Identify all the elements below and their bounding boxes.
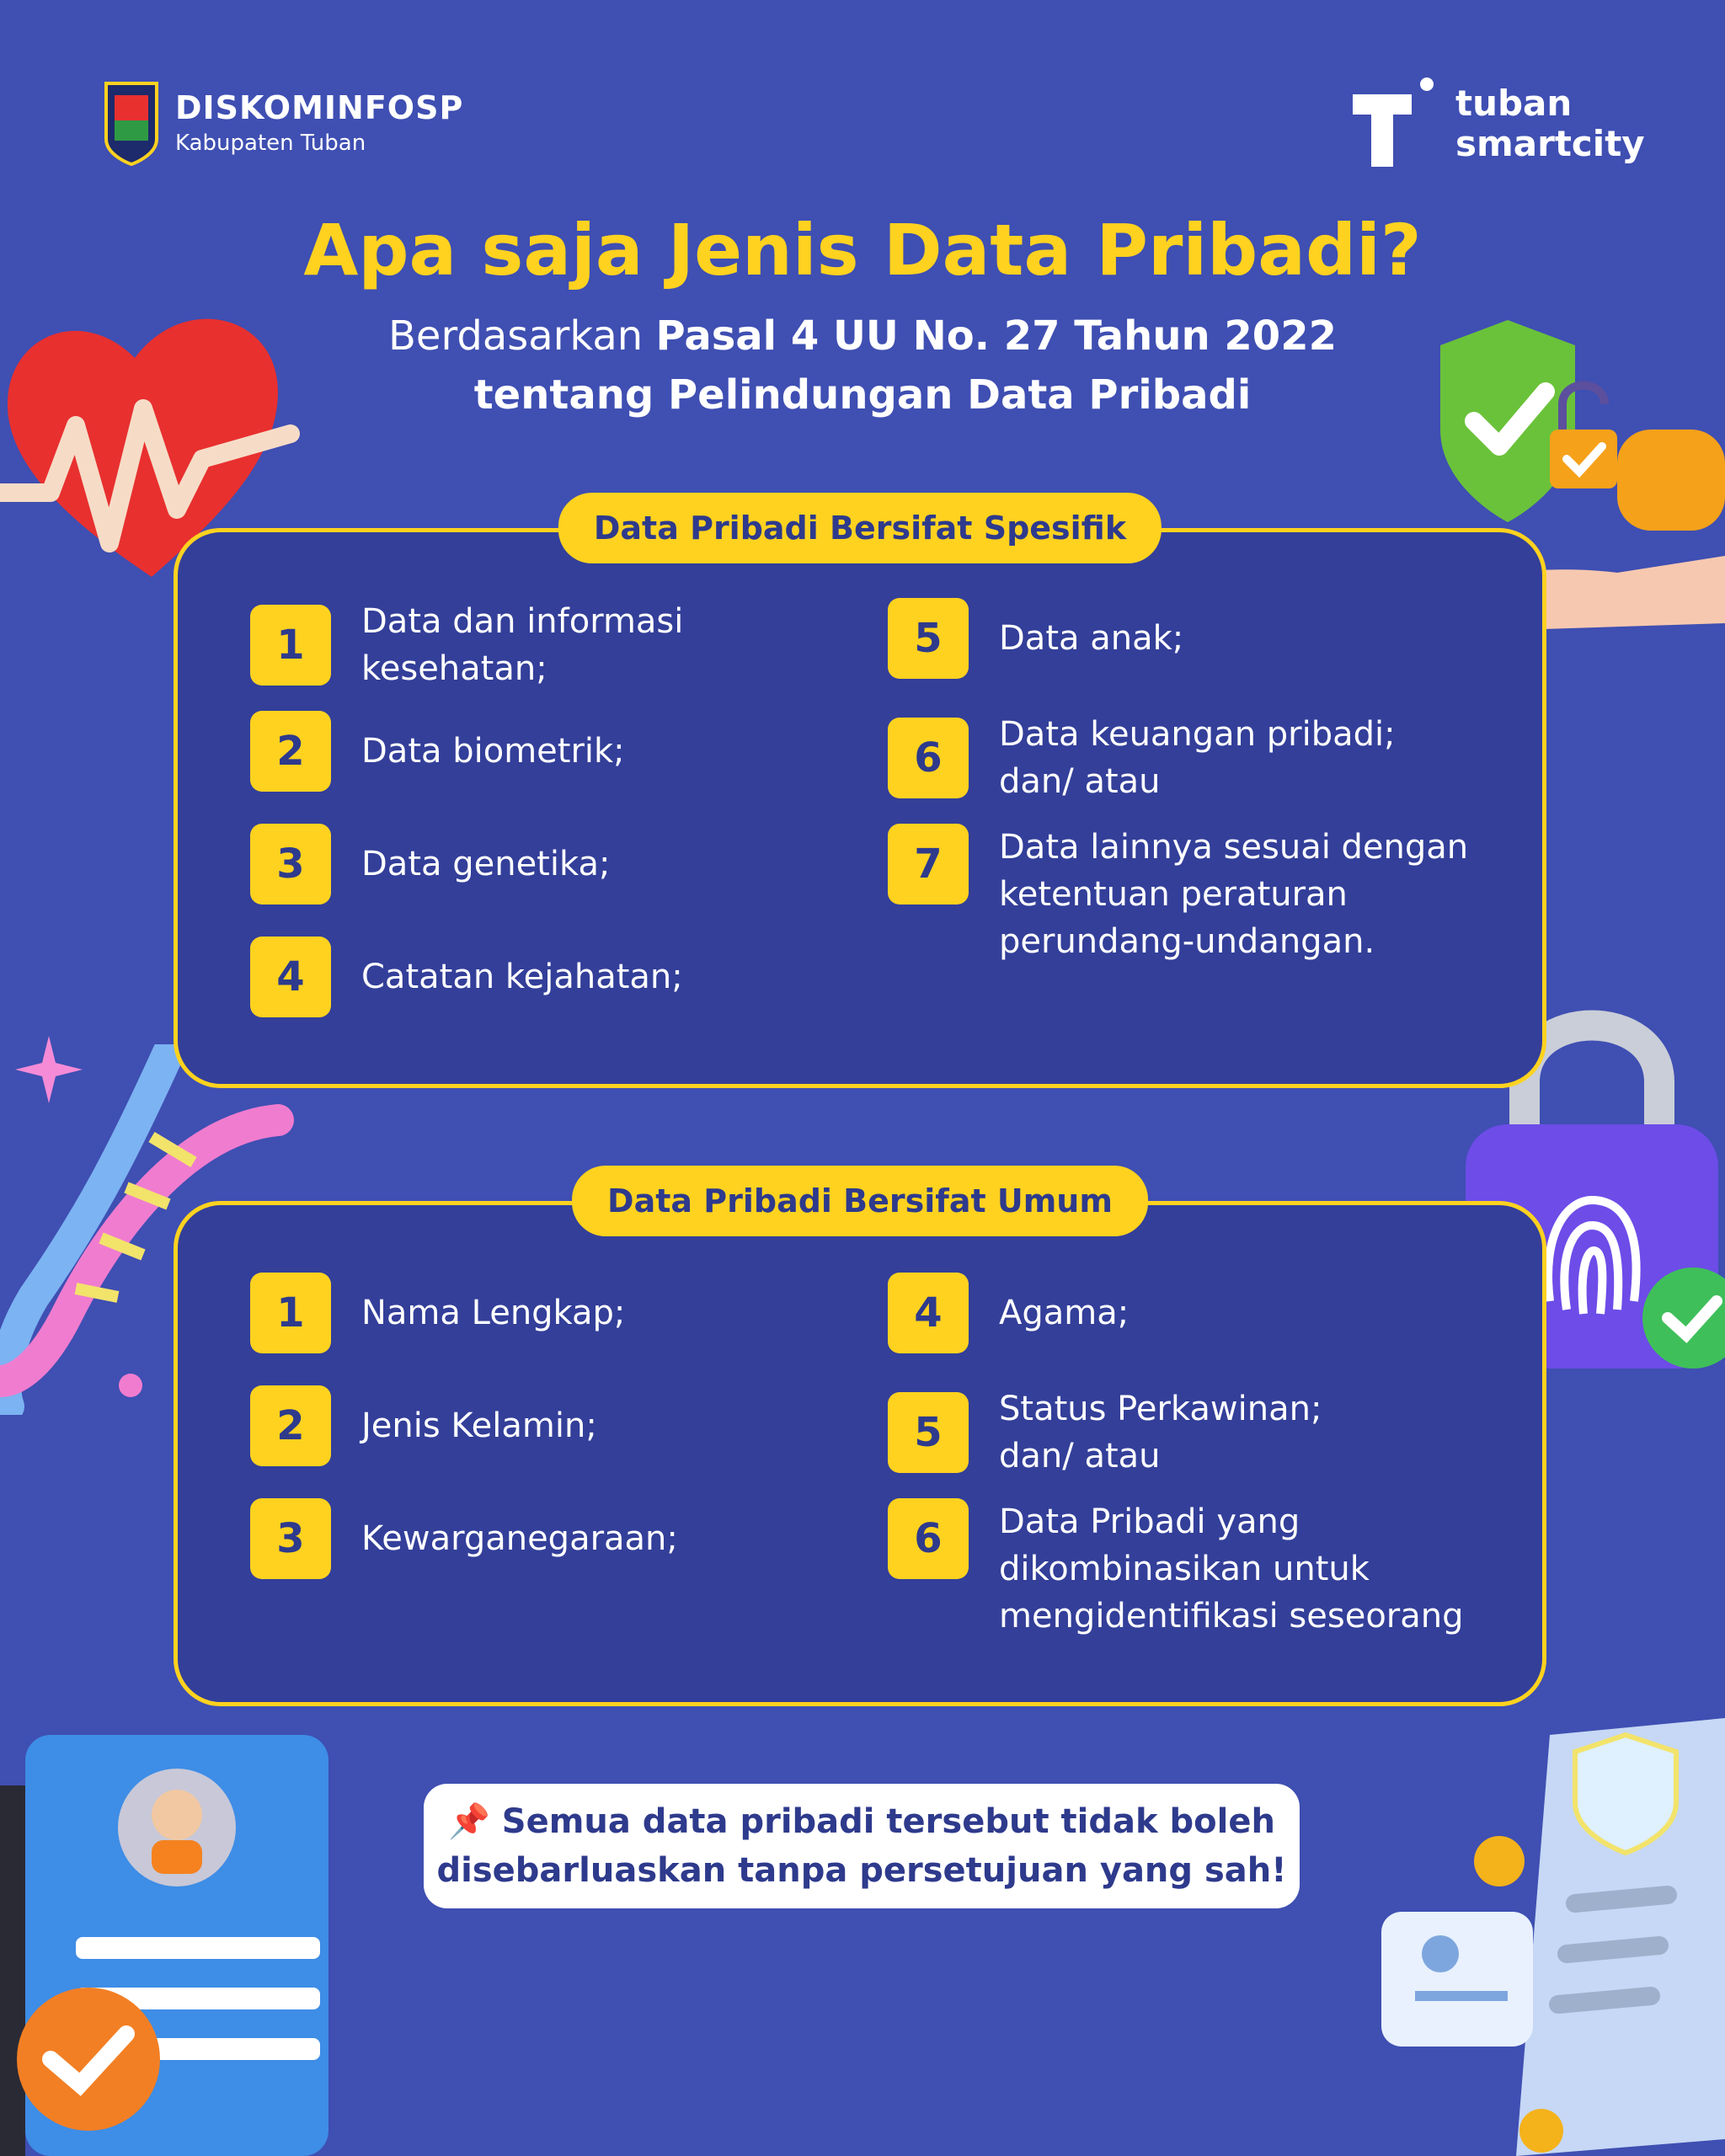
item-number: 2: [250, 711, 331, 792]
tuban-smartcity-logo: [1353, 77, 1645, 170]
item-number: 6: [888, 1498, 969, 1579]
list-item: [250, 711, 833, 792]
note-line2: disebarluaskan tanpa persetujuan yang sah!: [436, 1851, 1287, 1890]
item-number: 1: [250, 605, 331, 686]
item-number: 7: [888, 824, 969, 905]
item-text: Jenis Kelamin;: [361, 1406, 597, 1445]
diskominfosp-logo: [103, 80, 463, 168]
item-text: Nama Lengkap;: [361, 1294, 626, 1332]
list-item: [888, 1273, 1471, 1353]
item-number: 3: [250, 1498, 331, 1579]
item-text: Data anak;: [999, 619, 1184, 658]
warning-note: [424, 1784, 1300, 1908]
item-text: Status Perkawinan; dan/ atau: [999, 1390, 1322, 1476]
general-data-panel: [174, 1182, 1546, 1706]
item-text: Data genetika;: [361, 845, 611, 883]
item-text: Agama;: [999, 1294, 1130, 1332]
list-item: [888, 1385, 1353, 1480]
list-item: [888, 1498, 1504, 1640]
specific-section-label: Data Pribadi Bersifat Spesifik: [558, 493, 1162, 563]
list-item: [250, 1273, 833, 1353]
item-number: 4: [888, 1273, 969, 1353]
list-item: [888, 711, 1437, 805]
item-text: Data Pribadi yang dikombinasikan untuk mengidentifikasi seseorang: [999, 1502, 1464, 1636]
item-text: Catatan kejahatan;: [361, 958, 683, 996]
list-item: [250, 937, 833, 1017]
item-number: 2: [250, 1385, 331, 1466]
crest-icon: [103, 80, 160, 168]
brand-line1: tuban: [1455, 83, 1573, 124]
list-item: [888, 824, 1504, 965]
list-item: [250, 824, 833, 905]
org-name: DISKOMINFOSP: [175, 89, 464, 126]
brand-line2: smartcity: [1455, 123, 1645, 164]
item-text: Data dan informasi kesehatan;: [361, 602, 684, 688]
note-line1: 📌 Semua data pribadi tersebut tidak boleh: [448, 1802, 1275, 1841]
id-card-illustration: [0, 1735, 371, 2156]
item-text: Data lainnya sesuai dengan ketentuan peraturan perundang-undangan.: [999, 828, 1469, 961]
item-text: Data keuangan pribadi; dan/ atau: [999, 715, 1396, 801]
list-item: [250, 1385, 833, 1466]
list-item: [888, 598, 1471, 679]
subtitle-prefix: Berdasarkan: [388, 312, 656, 360]
item-number: 6: [888, 718, 969, 798]
subtitle-line2: tentang Pelindungan Data Pribadi: [473, 371, 1252, 419]
item-number: 3: [250, 824, 331, 905]
item-number: 1: [250, 1273, 331, 1353]
list-item: [250, 598, 715, 692]
specific-data-panel: [174, 510, 1546, 1088]
item-text: Kewarganegaraan;: [361, 1519, 678, 1558]
item-text: Data biometrik;: [361, 732, 625, 771]
item-number: 5: [888, 598, 969, 679]
subtitle-law: Pasal 4 UU No. 27 Tahun 2022: [655, 312, 1337, 360]
general-section-label: Data Pribadi Bersifat Umum: [572, 1166, 1148, 1236]
document-shield-illustration: [1381, 1701, 1725, 2156]
list-item: [250, 1498, 833, 1579]
org-sub: Kabupaten Tuban: [175, 131, 366, 156]
page-subtitle: [0, 307, 1725, 424]
page-title: Apa saja Jenis Data Pribadi?: [303, 209, 1422, 291]
item-number: 4: [250, 937, 331, 1017]
item-number: 5: [888, 1392, 969, 1473]
t-logo-icon: [1353, 77, 1437, 170]
